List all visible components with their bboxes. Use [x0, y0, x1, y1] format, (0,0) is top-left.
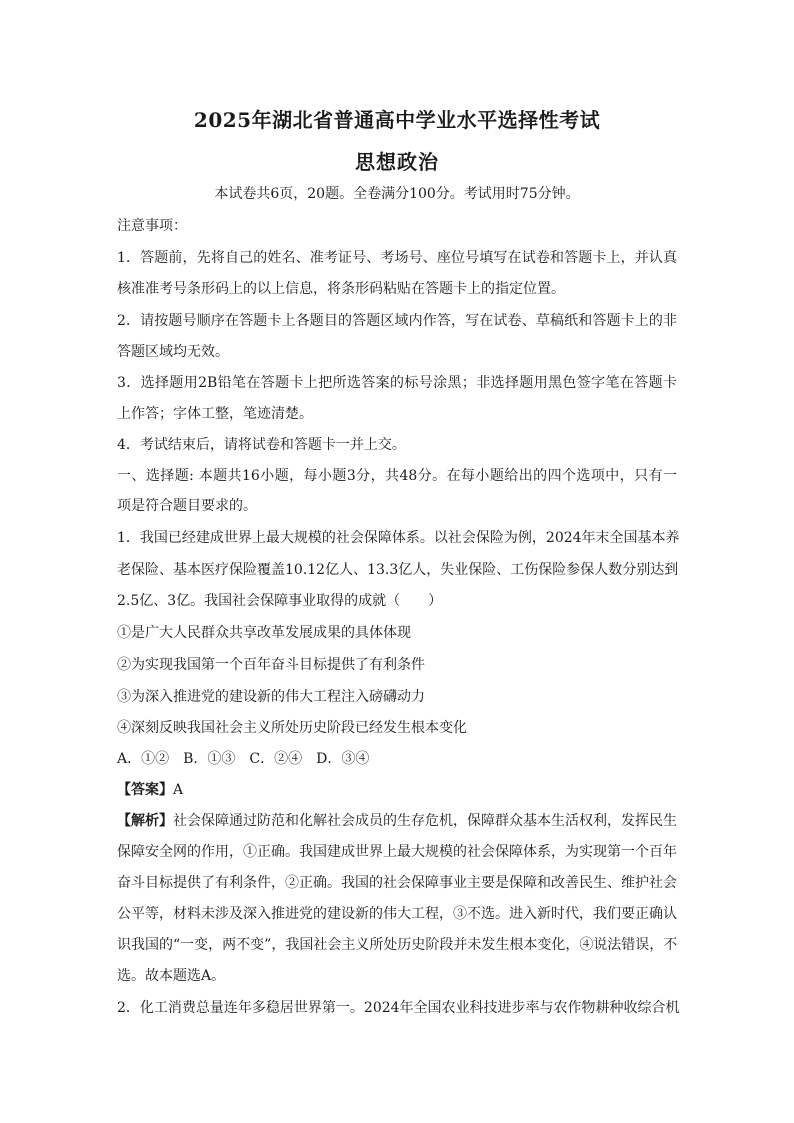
q1-analysis: 选。故本题选A。 — [117, 968, 226, 984]
q1-analysis — [117, 812, 677, 830]
notice-line: 3．选择题用2B铅笔在答题卡上把所选答案的标号涂黑；非选择题用黑色签字笔在答题卡 — [117, 375, 677, 391]
q1-option: ③为深入推进党的建设新的伟大工程注入磅礴动力 — [117, 689, 425, 705]
q1-answer — [117, 781, 677, 799]
q1-option: ④深刻反映我国社会主义所处历史阶段已经发生根本变化 — [117, 720, 467, 736]
q2-stem: 2．化工消费总量连年多稳居世界第一。2024年全国农业科技进步率与农作物耕种收综合机 — [117, 1000, 680, 1016]
q1-stem: 1．我国已经建成世界上最大规模的社会保障体系。以社会保险为例，2024年末全国基本养 — [117, 530, 680, 546]
analysis-text: 社会保障通过防范和化解社会成员的生存危机，保障群众基本生活权利，发挥民生 — [173, 813, 677, 829]
notice-line: 1．答题前，先将自己的姓名、准考证号、考场号、座位号填写在试卷和答题卡上，并认真 — [117, 250, 677, 266]
q1-analysis: 公平等，材料未涉及深入推进党的建设新的伟大工程，③不选。进入新时代，我们要正确认 — [117, 906, 677, 922]
exam-info: 本试卷共6页，20题。全卷满分100分。考试用时75分钟。 — [214, 186, 580, 202]
section-heading: 一、选择题: 本题共16小题，每小题3分，共48分。在每小题给出的四个选项中，只有一 — [117, 468, 677, 484]
q1-analysis: 保障安全网的作用，①正确。我国建成世界上最大规模的社会保障体系，为实现第一个百年 — [117, 844, 677, 860]
q1-stem: 老保险、基本医疗保险覆盖10.12亿人、13.3亿人，失业保险、工伤保险参保人数分别达到 — [117, 562, 679, 578]
notice-line: 核准准考号条形码上的以上信息，将条形码粘贴在答题卡上的指定位置。 — [117, 281, 565, 297]
section-heading-cont: 项是符合题目要求的。 — [117, 498, 257, 514]
notice-line: 2．请按题号顺序在答题卡上各题目的答题区域内作答，写在试卷、草稿纸和答题卡上的非 — [117, 313, 677, 329]
q1-analysis: 奋斗目标提供了有利条件，②正确。我国的社会保障事业主要是保障和改善民生、维护社会 — [117, 875, 677, 891]
subject-title: 思想政治 — [355, 150, 439, 174]
analysis-label: 【解析】 — [117, 813, 173, 829]
notice-line: 上作答；字体工整，笔迹清楚。 — [117, 406, 313, 422]
q1-analysis: 识我国的“一变，两不变”，我国社会主义所处历史阶段并未发生根本变化，④说法错误，不 — [117, 937, 678, 953]
q1-option: ②为实现我国第一个百年奋斗目标提供了有利条件 — [117, 657, 425, 673]
q1-stem: 2.5亿、3亿。我国社会保障事业取得的成就（ ） — [117, 593, 443, 609]
notice-line: 4．考试结束后，请将试卷和答题卡一并上交。 — [117, 437, 406, 453]
q1-option: ①是广大人民群众共享改革发展成果的具体体现 — [117, 625, 411, 641]
notice-line: 答题区域均无效。 — [117, 344, 229, 360]
q1-choices: A．①② B．①③ C．②④ D．③④ — [117, 751, 370, 767]
answer-value: A — [173, 782, 184, 798]
answer-label: 【答案】 — [117, 782, 173, 798]
exam-title: 2025年湖北省普通高中学业水平选择性考试 — [193, 108, 601, 132]
notice-heading: 注意事项： — [117, 218, 187, 234]
